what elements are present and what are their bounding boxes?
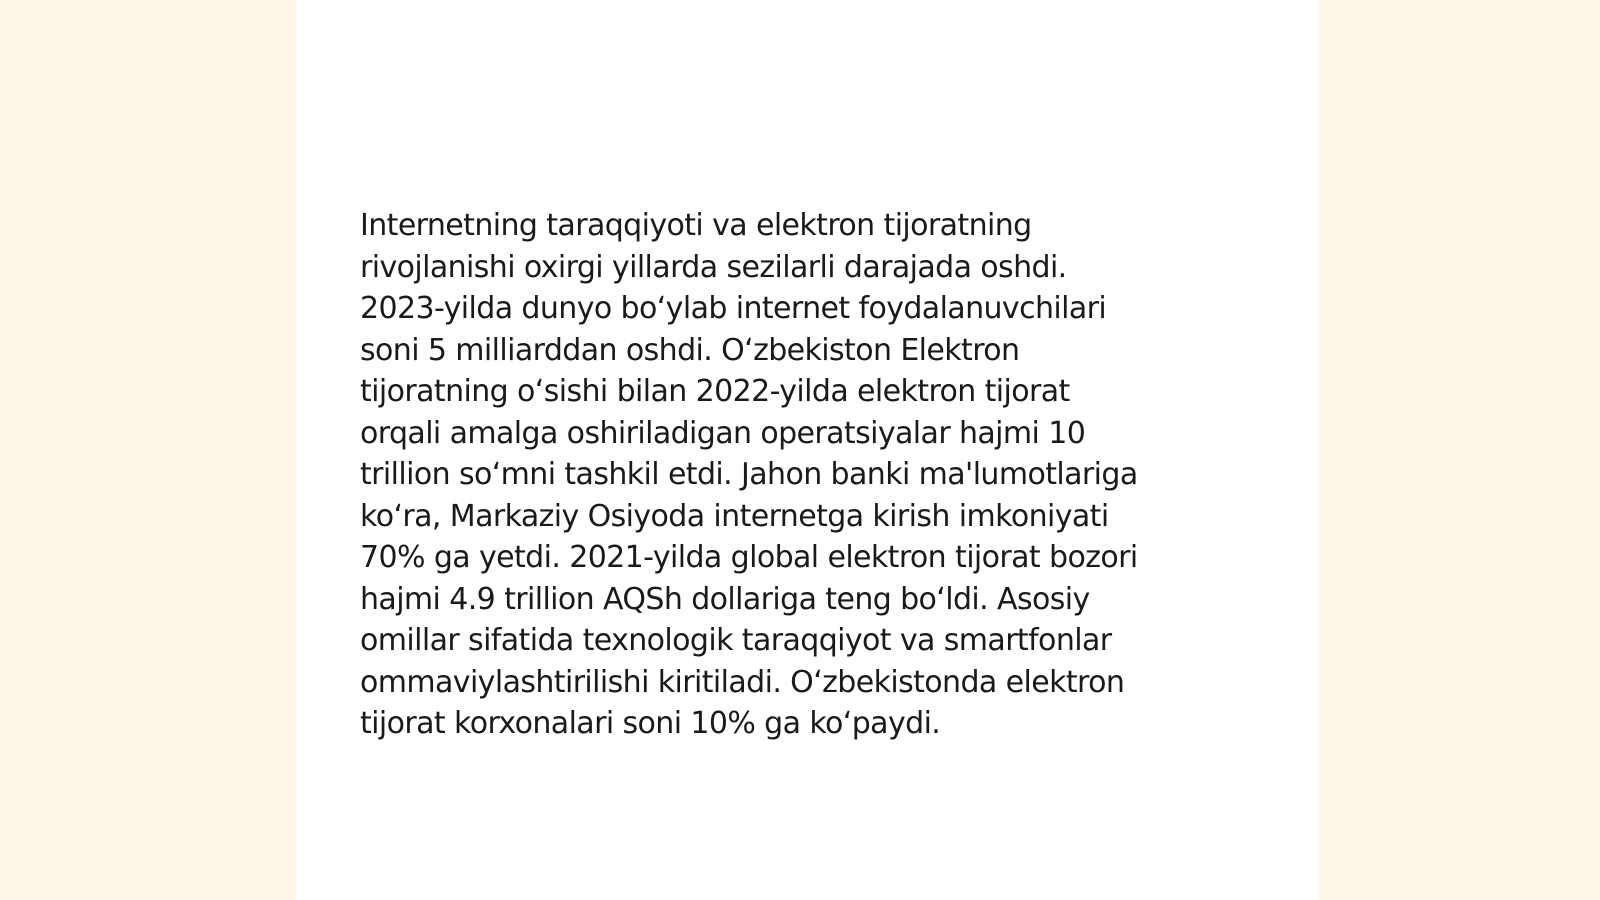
body-paragraph [360,205,1260,745]
text-line: tijoratning oʻsishi bilan 2022-yilda elektron tijorat [360,374,1070,409]
text-line: 70% ga yetdi. 2021-yilda global elektron tijorat bozori [360,540,1138,575]
text-line: orqali amalga oshiriladigan operatsiyalar hajmi 10 [360,415,1086,451]
text-line: ommaviylashtirilishi kiritiladi. Oʻzbekistonda elektron [360,664,1125,700]
text-line: soni 5 milliarddan oshdi. Oʻzbekiston Elektron [360,332,1020,368]
document-page [296,0,1319,900]
text-line: trillion soʻmni tashkil etdi. Jahon banki ma'lumotlariga [360,457,1138,492]
text-line: hajmi 4.9 trillion AQSh dollariga teng boʻldi. Asosiy [360,581,1090,617]
right-margin-band [1319,0,1600,900]
text-line: rivojlanishi oxirgi yillarda sezilarli darajada oshdi. [360,249,1067,285]
text-line: koʻra, Markaziy Osiyoda internetga kirish imkoniyati [360,498,1109,534]
text-line: Internetning taraqqiyoti va elektron tijoratning [360,208,1032,243]
left-margin-band [0,0,296,900]
text-line: omillar sifatida texnologik taraqqiyot va smartfonlar [360,623,1112,658]
text-line: tijorat korxonalari soni 10% ga koʻpaydi. [360,706,941,741]
text-line: 2023-yilda dunyo boʻylab internet foydalanuvchilari [360,291,1107,326]
